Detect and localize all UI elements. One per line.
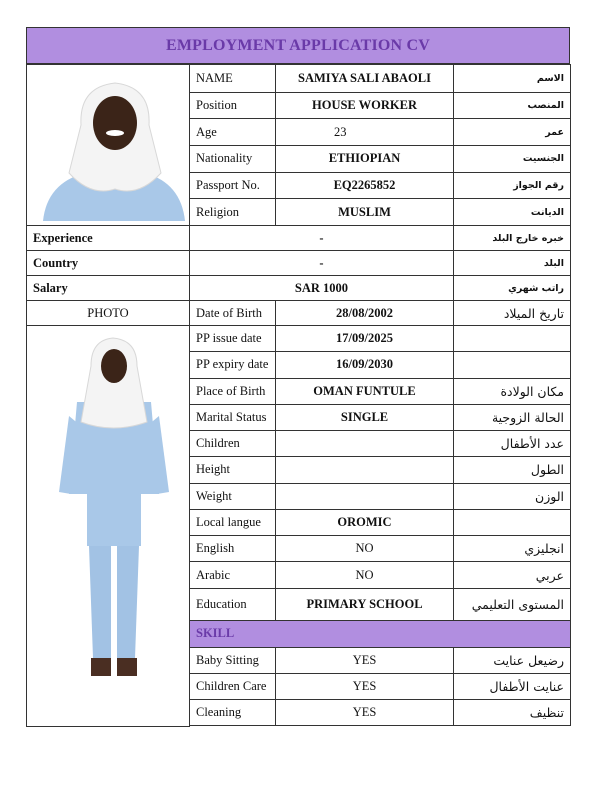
marital-status-value: SINGLE	[276, 404, 454, 430]
name-label-ar: الاسم	[454, 65, 571, 93]
country-label-ar: البلد	[454, 251, 571, 276]
place-of-birth-label-ar: مكان الولادة	[454, 378, 571, 404]
passport-label-ar: رقم الجواز	[454, 172, 571, 199]
photo-label: PHOTO	[27, 301, 190, 326]
cleaning-label: Cleaning	[190, 700, 276, 726]
children-care-label-ar: عنايت الأطفال	[454, 673, 571, 699]
dob-label-ar: تاريخ الميلاد	[454, 301, 571, 326]
height-value	[276, 457, 454, 483]
experience-value: -	[190, 226, 454, 251]
education-label: Education	[190, 588, 276, 621]
local-language-label-ar	[454, 509, 571, 535]
arabic-value: NO	[276, 562, 454, 588]
marital-status-label-ar: الحالة الزوجية	[454, 404, 571, 430]
height-label: Height	[190, 457, 276, 483]
country-value: -	[190, 251, 454, 276]
weight-value	[276, 483, 454, 509]
headshot-image	[33, 65, 190, 221]
height-label-ar: الطول	[454, 457, 571, 483]
cv-sheet	[26, 27, 570, 727]
local-language-value: OROMIC	[276, 509, 454, 535]
pp-expiry-label: PP expiry date	[190, 352, 276, 378]
english-label: English	[190, 536, 276, 562]
pp-issue-label-ar	[454, 326, 571, 352]
pp-issue-value: 17/09/2025	[276, 326, 454, 352]
children-value	[276, 431, 454, 457]
religion-label: Religion	[190, 199, 276, 226]
education-value: PRIMARY SCHOOL	[276, 588, 454, 621]
skill-heading: SKILL	[190, 621, 571, 647]
salary-label-ar: راتب شهري	[454, 276, 571, 301]
arabic-label: Arabic	[190, 562, 276, 588]
age-label-ar: عمر	[454, 119, 571, 146]
passport-label: Passport No.	[190, 172, 276, 199]
full-body-photo	[27, 326, 190, 727]
passport-value: EQ2265852	[276, 172, 454, 199]
salary-label: Salary	[27, 276, 190, 301]
position-value: HOUSE WORKER	[276, 92, 454, 119]
cv-title: EMPLOYMENT APPLICATION CV	[26, 27, 570, 64]
place-of-birth-value: OMAN FUNTULE	[276, 378, 454, 404]
age-label: Age	[190, 119, 276, 146]
children-care-label: Children Care	[190, 673, 276, 699]
experience-label: Experience	[27, 226, 190, 251]
full-body-image	[33, 326, 190, 722]
nationality-value: ETHIOPIAN	[276, 146, 454, 173]
dob-value: 28/08/2002	[276, 301, 454, 326]
pp-expiry-value: 16/09/2030	[276, 352, 454, 378]
english-value: NO	[276, 536, 454, 562]
salary-value: SAR 1000	[190, 276, 454, 301]
cv-table	[26, 64, 571, 727]
education-label-ar: المستوى التعليمي	[454, 588, 571, 621]
pp-issue-label: PP issue date	[190, 326, 276, 352]
age-value: 23	[276, 119, 454, 146]
english-label-ar: انجليزي	[454, 536, 571, 562]
pp-expiry-label-ar	[454, 352, 571, 378]
name-label: NAME	[190, 65, 276, 93]
baby-sitting-label: Baby Sitting	[190, 647, 276, 673]
cleaning-label-ar: تنظيف	[454, 700, 571, 726]
position-label: Position	[190, 92, 276, 119]
arabic-label-ar: عربي	[454, 562, 571, 588]
cleaning-value: YES	[276, 700, 454, 726]
experience-label-ar: خبره خارج البلد	[454, 226, 571, 251]
religion-label-ar: الديانت	[454, 199, 571, 226]
dob-label: Date of Birth	[190, 301, 276, 326]
marital-status-label: Marital Status	[190, 404, 276, 430]
position-label-ar: المنصب	[454, 92, 571, 119]
children-label: Children	[190, 431, 276, 457]
nationality-label: Nationality	[190, 146, 276, 173]
place-of-birth-label: Place of Birth	[190, 378, 276, 404]
country-label: Country	[27, 251, 190, 276]
headshot-photo	[27, 65, 190, 226]
children-care-value: YES	[276, 673, 454, 699]
weight-label-ar: الوزن	[454, 483, 571, 509]
local-language-label: Local langue	[190, 509, 276, 535]
baby-sitting-value: YES	[276, 647, 454, 673]
nationality-label-ar: الجنسيت	[454, 146, 571, 173]
religion-value: MUSLIM	[276, 199, 454, 226]
name-value: SAMIYA SALI ABAOLI	[276, 65, 454, 93]
weight-label: Weight	[190, 483, 276, 509]
children-label-ar: عدد الأطفال	[454, 431, 571, 457]
baby-sitting-label-ar: رضيعل عنايت	[454, 647, 571, 673]
